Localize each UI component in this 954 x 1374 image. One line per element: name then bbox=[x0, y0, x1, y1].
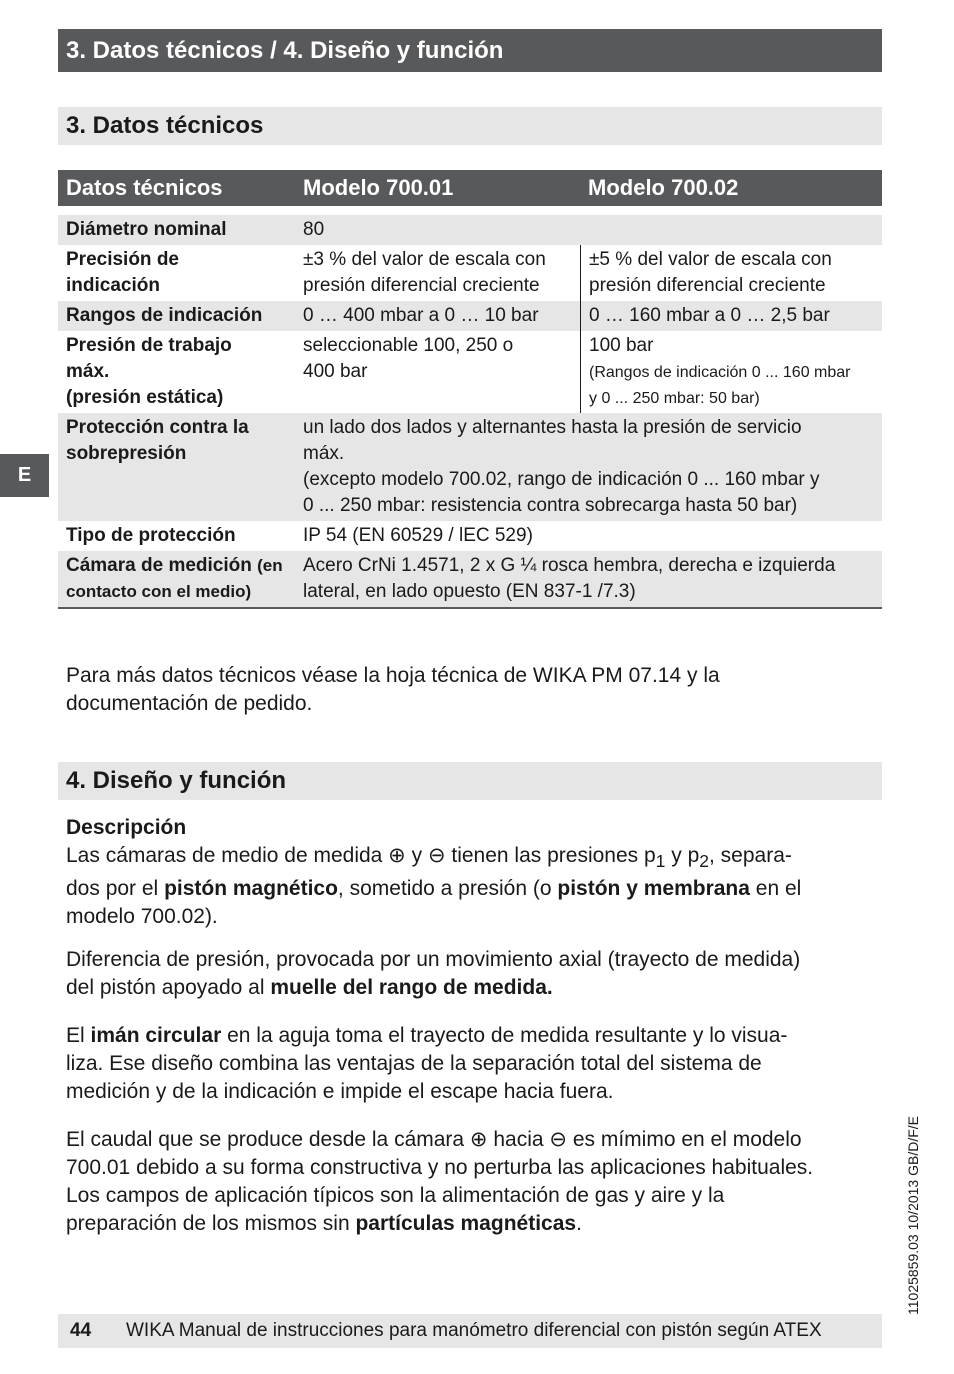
description-paragraph-1 bbox=[66, 842, 878, 931]
spec-table bbox=[58, 215, 882, 609]
row-value-700-01 bbox=[295, 331, 581, 413]
text-run: en el bbox=[749, 877, 802, 901]
value-note: y 0 ... 250 mbar: 50 bar) bbox=[589, 390, 760, 407]
row-value-700-02: 0 … 160 mbar a 0 … 2,5 bar bbox=[581, 301, 883, 331]
table-row bbox=[58, 521, 882, 551]
subscript: 1 bbox=[655, 851, 666, 872]
spec-table-header bbox=[58, 170, 882, 206]
value-line: Acero CrNi 1.4571, 2 x G ¼ rosca hembra, derecha e izquierda bbox=[303, 555, 836, 576]
value-line: presión diferencial creciente bbox=[589, 275, 826, 296]
value-line: ±3 % del valor de escala con bbox=[303, 249, 546, 270]
text-run: Los campos de aplicación típicos son la alimentación de gas y aire y la bbox=[66, 1184, 725, 1207]
value-note: (Rangos de indicación 0 ... 160 mbar bbox=[589, 364, 851, 381]
label-line: sobrepresión bbox=[66, 443, 187, 464]
header-model-700-01: Modelo 700.01 bbox=[303, 175, 454, 200]
value-line: 400 bar bbox=[303, 361, 368, 382]
text-run: El caudal que se produce desde la cámara ⊕ hacia ⊖ es mímimo en el modelo bbox=[66, 1128, 802, 1151]
text-run: medición y de la indicación e impide el escape hacia fuera. bbox=[66, 1080, 614, 1103]
language-tab: E bbox=[0, 454, 49, 497]
note-line: Para más datos técnicos véase la hoja técnica de WIKA PM 07.14 y la bbox=[66, 664, 720, 687]
row-label: Rangos de indicación bbox=[58, 301, 295, 331]
text-run: modelo 700.02). bbox=[66, 905, 218, 929]
row-label: Tipo de protección bbox=[66, 525, 236, 546]
value-line: 100 bar bbox=[589, 335, 654, 356]
text-run: Diferencia de presión, provocada por un movimiento axial (trayecto de medida) bbox=[66, 948, 801, 971]
table-row bbox=[58, 331, 882, 413]
page-footer bbox=[58, 1314, 882, 1348]
description-paragraph-3 bbox=[66, 1022, 878, 1106]
row-label bbox=[58, 551, 295, 608]
row-value: IP 54 (EN 60529 / lEC 529) bbox=[303, 525, 533, 546]
value-line: lateral, en lado opuesto (EN 837-1 /7.3) bbox=[303, 581, 636, 602]
row-value-700-01: 0 … 400 mbar a 0 … 10 bar bbox=[295, 301, 581, 331]
page-header-title: 3. Datos técnicos / 4. Diseño y función bbox=[66, 37, 504, 64]
text-run: y p bbox=[665, 844, 700, 867]
page-header-bar bbox=[58, 29, 882, 72]
text-run: en la aguja toma el trayecto de medida resultante y lo visua- bbox=[221, 1024, 788, 1047]
section-4-title: 4. Diseño y función bbox=[66, 767, 287, 794]
page-number: 44 bbox=[70, 1320, 92, 1341]
section-3-heading bbox=[58, 107, 882, 145]
text-run: preparación de los mismos sin bbox=[66, 1212, 356, 1235]
value-line: máx. bbox=[303, 443, 345, 464]
value-line: (excepto modelo 700.02, rango de indicación 0 ... 160 mbar y bbox=[303, 469, 820, 490]
footer-text: WIKA Manual de instrucciones para manómetro diferencial con pistón según ATEX bbox=[126, 1320, 822, 1341]
row-label bbox=[58, 245, 295, 301]
label-line: Presión de trabajo bbox=[66, 335, 232, 356]
table-row bbox=[58, 245, 882, 301]
label-line: Precisión de bbox=[66, 249, 179, 270]
text-run: El bbox=[66, 1024, 91, 1047]
text-run: del pistón apoyado al bbox=[66, 976, 271, 999]
label-line: (presión estática) bbox=[66, 387, 224, 408]
label-line-small: (en bbox=[257, 556, 283, 575]
value-line: un lado dos lados y alternantes hasta la presión de servicio bbox=[303, 417, 802, 438]
description-paragraph-2 bbox=[66, 946, 878, 1002]
row-value: 80 bbox=[295, 215, 882, 245]
text-run: dos por el bbox=[66, 877, 165, 901]
label-line-small: contacto con el medio) bbox=[66, 582, 252, 601]
document-code: 11025859.03 10/2013 GB/D/F/E bbox=[905, 1116, 921, 1315]
subscript: 2 bbox=[699, 851, 709, 872]
row-value bbox=[295, 413, 882, 521]
table-row bbox=[58, 215, 882, 245]
section-3-title: 3. Datos técnicos bbox=[66, 112, 264, 139]
text-run: Las cámaras de medio de medida ⊕ y ⊖ tienen las presiones p bbox=[66, 844, 656, 867]
bold-term: imán circular bbox=[90, 1024, 222, 1047]
bold-term: partículas magnéticas bbox=[355, 1212, 577, 1235]
table-row bbox=[58, 551, 882, 608]
more-data-note bbox=[66, 662, 878, 718]
row-value bbox=[295, 551, 882, 608]
text-run: , sometido a presión (o bbox=[337, 877, 558, 901]
label-line: Cámara de medición bbox=[66, 555, 252, 576]
description-subtitle: Descripción bbox=[66, 816, 187, 839]
row-label: Diámetro nominal bbox=[58, 215, 295, 245]
bold-term: muelle del rango de medida. bbox=[270, 976, 553, 999]
description-paragraph-4 bbox=[66, 1126, 878, 1238]
row-value-700-02 bbox=[581, 331, 883, 413]
label-line: máx. bbox=[66, 361, 110, 382]
table-row bbox=[58, 413, 882, 521]
value-line: ±5 % del valor de escala con bbox=[589, 249, 832, 270]
text-run: liza. Ese diseño combina las ventajas de la separación total del sistema de bbox=[66, 1052, 762, 1075]
header-datos-tecnicos: Datos técnicos bbox=[66, 175, 223, 200]
text-run: , separa- bbox=[709, 844, 792, 867]
label-line: Protección contra la bbox=[66, 417, 249, 438]
table-row bbox=[58, 301, 882, 331]
header-model-700-02: Modelo 700.02 bbox=[588, 175, 739, 200]
row-label bbox=[58, 413, 295, 521]
text-run: . bbox=[576, 1212, 582, 1235]
value-line: presión diferencial creciente bbox=[303, 275, 540, 296]
label-line: indicación bbox=[66, 275, 160, 296]
note-line: documentación de pedido. bbox=[66, 692, 313, 715]
section-4-heading bbox=[58, 762, 882, 800]
bold-term: pistón y membrana bbox=[557, 877, 750, 901]
value-line: seleccionable 100, 250 o bbox=[303, 335, 514, 356]
bold-term: pistón magnético bbox=[164, 877, 338, 901]
row-value-700-01 bbox=[295, 245, 581, 301]
row-label bbox=[58, 331, 295, 413]
value-line: 0 ... 250 mbar: resistencia contra sobrecarga hasta 50 bar) bbox=[303, 495, 798, 516]
row-value-700-02 bbox=[581, 245, 883, 301]
text-run: 700.01 debido a su forma constructiva y no perturba las aplicaciones habituales. bbox=[66, 1156, 814, 1179]
